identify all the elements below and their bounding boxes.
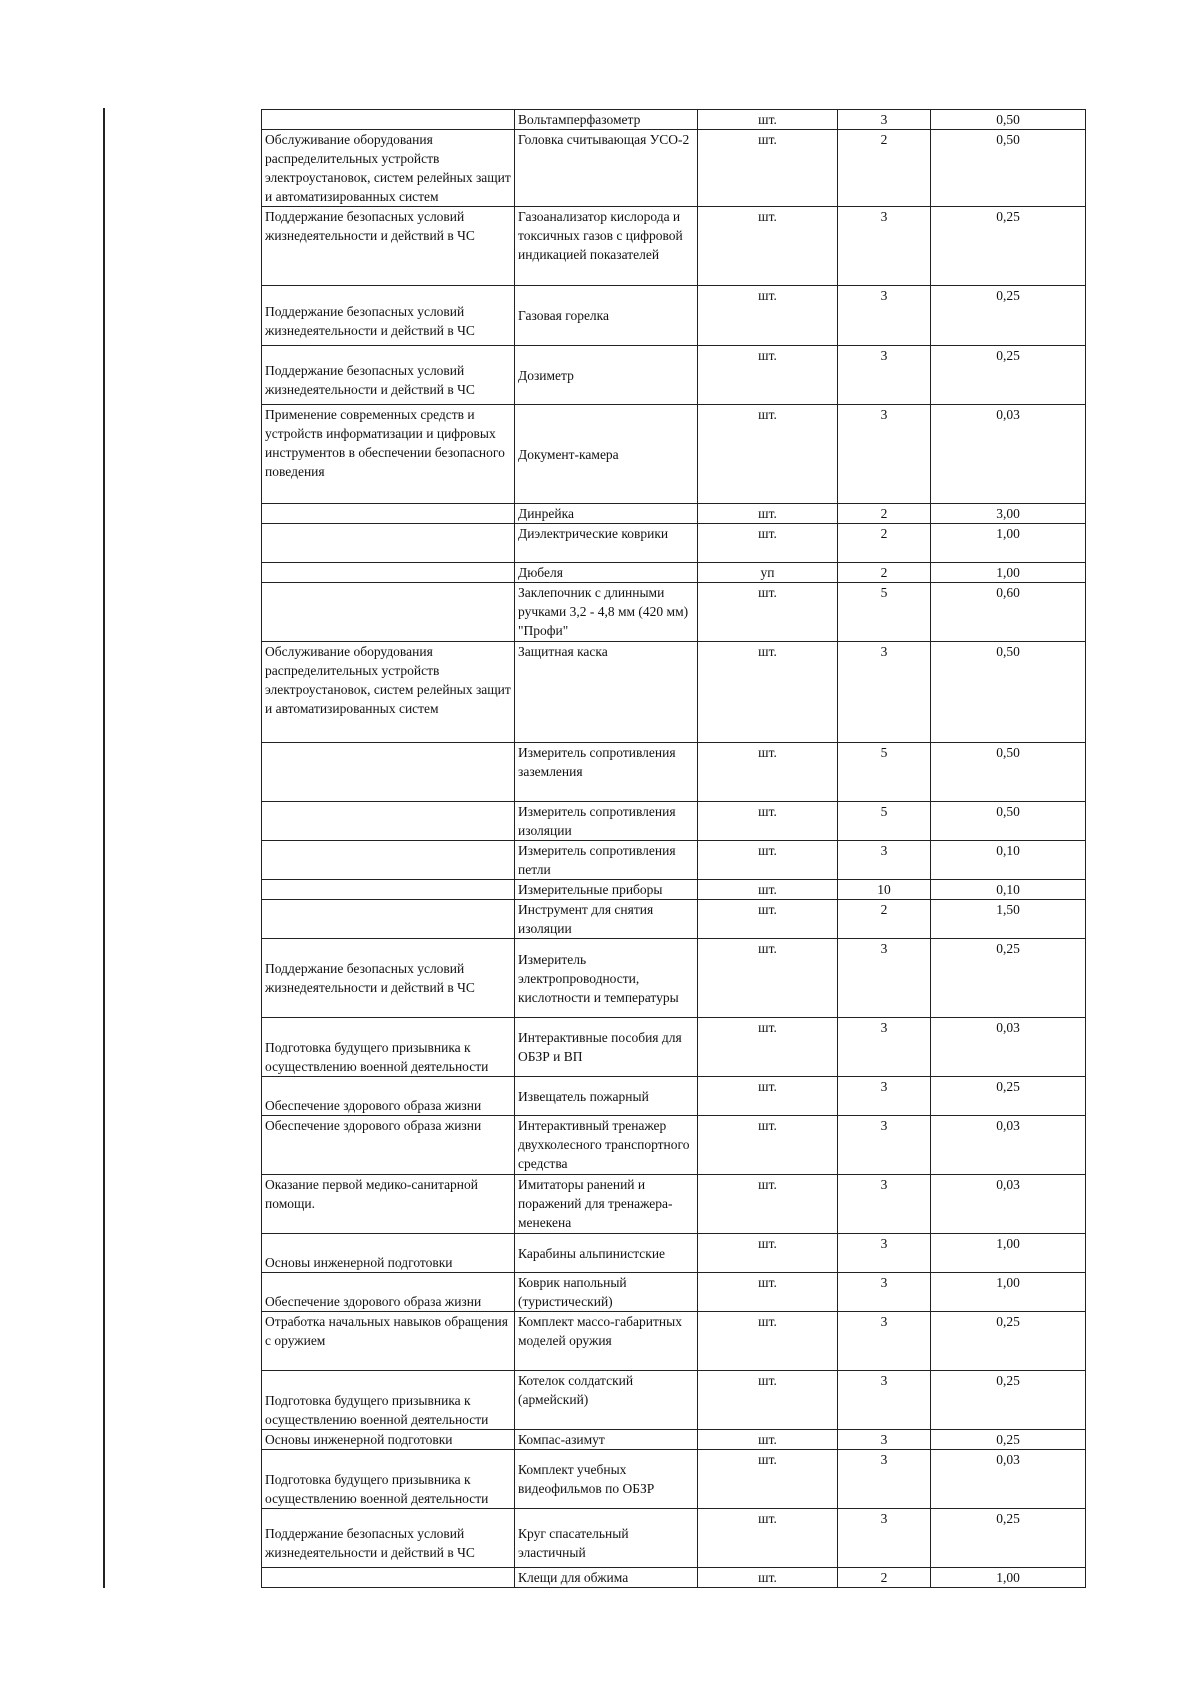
table-row [262, 1234, 1086, 1273]
coef-cell: 0,25 [931, 1077, 1086, 1116]
qty-cell: 3 [838, 110, 931, 130]
coef-cell: 1,00 [931, 1273, 1086, 1312]
qty-cell: 2 [838, 504, 931, 524]
table-row [262, 524, 1086, 563]
equipment-table [261, 109, 1086, 1588]
item-cell: Комплект учебных видеофильмов по ОБЗР [515, 1450, 698, 1509]
item-cell: Измеритель сопротивления заземления [515, 743, 698, 802]
item-cell: Имитаторы ранений и поражений для тренажера-менекена [515, 1175, 698, 1234]
section-cell: Поддержание безопасных условий жизнедеятельности и действий в ЧС [262, 207, 515, 286]
table-row [262, 1273, 1086, 1312]
section-cell: Применение современных средств и устройств информатизации и цифровых инструментов в обеспечении безопасного поведения [262, 405, 515, 504]
item-cell: Извещатель пожарный [515, 1077, 698, 1116]
unit-cell: шт. [698, 583, 838, 642]
unit-cell: шт. [698, 130, 838, 207]
item-cell: Котелок солдатский (армейский) [515, 1371, 698, 1430]
table-row [262, 743, 1086, 802]
unit-cell: шт. [698, 841, 838, 880]
qty-cell: 5 [838, 583, 931, 642]
unit-cell: шт. [698, 1430, 838, 1450]
qty-cell: 3 [838, 1371, 931, 1430]
table-row [262, 841, 1086, 880]
coef-cell: 0,50 [931, 110, 1086, 130]
unit-cell: шт. [698, 1312, 838, 1371]
coef-cell: 1,00 [931, 1234, 1086, 1273]
section-cell: Оказание первой медико-санитарной помощи. [262, 1175, 515, 1234]
table-row [262, 207, 1086, 286]
coef-cell: 1,00 [931, 1568, 1086, 1588]
item-cell: Газовая горелка [515, 286, 698, 346]
section-cell [262, 880, 515, 900]
unit-cell: шт. [698, 524, 838, 563]
qty-cell: 3 [838, 1312, 931, 1371]
section-cell [262, 504, 515, 524]
table-row [262, 1077, 1086, 1116]
coef-cell: 0,50 [931, 743, 1086, 802]
coef-cell: 0,25 [931, 1509, 1086, 1568]
qty-cell: 3 [838, 1234, 931, 1273]
qty-cell: 3 [838, 642, 931, 743]
item-cell: Комплект массо-габаритных моделей оружия [515, 1312, 698, 1371]
unit-cell: шт. [698, 1568, 838, 1588]
table-row [262, 1430, 1086, 1450]
table-row [262, 939, 1086, 1018]
unit-cell: шт. [698, 802, 838, 841]
item-cell: Компас-азимут [515, 1430, 698, 1450]
item-cell: Карабины альпинистские [515, 1234, 698, 1273]
qty-cell: 3 [838, 405, 931, 504]
section-cell [262, 802, 515, 841]
unit-cell: шт. [698, 1234, 838, 1273]
item-cell: Коврик напольный (туристический) [515, 1273, 698, 1312]
item-cell: Измеритель сопротивления изоляции [515, 802, 698, 841]
coef-cell: 0,50 [931, 802, 1086, 841]
qty-cell: 2 [838, 900, 931, 939]
qty-cell: 2 [838, 1568, 931, 1588]
table-row [262, 1568, 1086, 1588]
qty-cell: 3 [838, 1077, 931, 1116]
section-cell: Отработка начальных навыков обращения с оружием [262, 1312, 515, 1371]
section-cell: Подготовка будущего призывника к осуществлению военной деятельности [262, 1450, 515, 1509]
table-row [262, 1018, 1086, 1077]
coef-cell: 0,25 [931, 286, 1086, 346]
section-cell: Подготовка будущего призывника к осуществлению военной деятельности [262, 1371, 515, 1430]
table-row [262, 1450, 1086, 1509]
item-cell: Вольтамперфазометр [515, 110, 698, 130]
table-row [262, 1116, 1086, 1175]
table-row [262, 802, 1086, 841]
coef-cell: 0,25 [931, 207, 1086, 286]
coef-cell: 0,50 [931, 130, 1086, 207]
unit-cell: шт. [698, 504, 838, 524]
table-row [262, 504, 1086, 524]
item-cell: Заклепочник с длинными ручками 3,2 - 4,8 мм (420 мм) "Профи" [515, 583, 698, 642]
section-cell [262, 1568, 515, 1588]
qty-cell: 2 [838, 130, 931, 207]
qty-cell: 3 [838, 1116, 931, 1175]
qty-cell: 3 [838, 346, 931, 405]
table-row [262, 405, 1086, 504]
section-cell: Поддержание безопасных условий жизнедеятельности и действий в ЧС [262, 939, 515, 1018]
section-cell: Подготовка будущего призывника к осуществлению военной деятельности [262, 1018, 515, 1077]
table-row [262, 1175, 1086, 1234]
qty-cell: 2 [838, 563, 931, 583]
unit-cell: шт. [698, 900, 838, 939]
table-row [262, 110, 1086, 130]
unit-cell: шт. [698, 1018, 838, 1077]
unit-cell: шт. [698, 207, 838, 286]
unit-cell: шт. [698, 1509, 838, 1568]
table-row [262, 900, 1086, 939]
coef-cell: 0,60 [931, 583, 1086, 642]
section-cell [262, 563, 515, 583]
section-cell [262, 841, 515, 880]
coef-cell: 0,25 [931, 1371, 1086, 1430]
coef-cell: 0,25 [931, 939, 1086, 1018]
table-row [262, 563, 1086, 583]
qty-cell: 3 [838, 1450, 931, 1509]
table-row [262, 642, 1086, 743]
coef-cell: 0,10 [931, 880, 1086, 900]
unit-cell: шт. [698, 1077, 838, 1116]
qty-cell: 2 [838, 524, 931, 563]
qty-cell: 10 [838, 880, 931, 900]
section-cell [262, 743, 515, 802]
unit-cell: шт. [698, 880, 838, 900]
item-cell: Измеритель электропроводности, кислотности и температуры [515, 939, 698, 1018]
qty-cell: 3 [838, 1509, 931, 1568]
section-cell: Поддержание безопасных условий жизнедеятельности и действий в ЧС [262, 346, 515, 405]
item-cell: Интерактивный тренажер двухколесного транспортного средства [515, 1116, 698, 1175]
table-row [262, 1509, 1086, 1568]
table-row [262, 346, 1086, 405]
item-cell: Измеритель сопротивления петли [515, 841, 698, 880]
item-cell: Круг спасательный эластичный [515, 1509, 698, 1568]
coef-cell: 0,03 [931, 1116, 1086, 1175]
qty-cell: 3 [838, 1273, 931, 1312]
unit-cell: шт. [698, 1175, 838, 1234]
qty-cell: 3 [838, 1018, 931, 1077]
coef-cell: 0,50 [931, 642, 1086, 743]
coef-cell: 0,03 [931, 405, 1086, 504]
table-row [262, 286, 1086, 346]
unit-cell: шт. [698, 743, 838, 802]
unit-cell: шт. [698, 110, 838, 130]
section-cell [262, 110, 515, 130]
coef-cell: 0,25 [931, 1430, 1086, 1450]
coef-cell: 0,03 [931, 1018, 1086, 1077]
table-row [262, 130, 1086, 207]
item-cell: Диэлектрические коврики [515, 524, 698, 563]
item-cell: Головка считывающая УСО-2 [515, 130, 698, 207]
item-cell: Интерактивные пособия для ОБЗР и ВП [515, 1018, 698, 1077]
item-cell: Документ-камера [515, 405, 698, 504]
section-cell: Основы инженерной подготовки [262, 1234, 515, 1273]
qty-cell: 5 [838, 743, 931, 802]
coef-cell: 3,00 [931, 504, 1086, 524]
table-row [262, 1371, 1086, 1430]
section-cell: Обеспечение здорового образа жизни [262, 1273, 515, 1312]
coef-cell: 0,03 [931, 1175, 1086, 1234]
unit-cell: шт. [698, 286, 838, 346]
section-cell [262, 900, 515, 939]
unit-cell: шт. [698, 642, 838, 743]
coef-cell: 1,50 [931, 900, 1086, 939]
qty-cell: 3 [838, 286, 931, 346]
qty-cell: 3 [838, 939, 931, 1018]
unit-cell: шт. [698, 939, 838, 1018]
item-cell: Защитная каска [515, 642, 698, 743]
table-row [262, 880, 1086, 900]
unit-cell: шт. [698, 1116, 838, 1175]
coef-cell: 0,10 [931, 841, 1086, 880]
coef-cell: 1,00 [931, 524, 1086, 563]
section-cell: Обеспечение здорового образа жизни [262, 1116, 515, 1175]
item-cell: Клещи для обжима [515, 1568, 698, 1588]
unit-cell: шт. [698, 1450, 838, 1509]
section-cell: Поддержание безопасных условий жизнедеятельности и действий в ЧС [262, 286, 515, 346]
section-cell: Поддержание безопасных условий жизнедеятельности и действий в ЧС [262, 1509, 515, 1568]
qty-cell: 3 [838, 841, 931, 880]
section-cell [262, 524, 515, 563]
table-row [262, 583, 1086, 642]
unit-cell: шт. [698, 1371, 838, 1430]
item-cell: Газоанализатор кислорода и токсичных газов с цифровой индикацией показателей [515, 207, 698, 286]
qty-cell: 3 [838, 1175, 931, 1234]
item-cell: Динрейка [515, 504, 698, 524]
qty-cell: 3 [838, 1430, 931, 1450]
section-cell: Обслуживание оборудования распределительных устройств электроустановок, систем релейных защит и автоматизированных систем [262, 130, 515, 207]
unit-cell: шт. [698, 346, 838, 405]
item-cell: Инструмент для снятия изоляции [515, 900, 698, 939]
unit-cell: уп [698, 563, 838, 583]
table-row [262, 1312, 1086, 1371]
unit-cell: шт. [698, 405, 838, 504]
item-cell: Дозиметр [515, 346, 698, 405]
item-cell: Дюбеля [515, 563, 698, 583]
qty-cell: 5 [838, 802, 931, 841]
coef-cell: 0,25 [931, 346, 1086, 405]
section-cell: Обеспечение здорового образа жизни [262, 1077, 515, 1116]
section-cell: Обслуживание оборудования распределительных устройств электроустановок, систем релейных защит и автоматизированных систем [262, 642, 515, 743]
coef-cell: 0,25 [931, 1312, 1086, 1371]
unit-cell: шт. [698, 1273, 838, 1312]
section-cell: Основы инженерной подготовки [262, 1430, 515, 1450]
qty-cell: 3 [838, 207, 931, 286]
left-margin-line [103, 108, 105, 1588]
item-cell: Измерительные приборы [515, 880, 698, 900]
section-cell [262, 583, 515, 642]
coef-cell: 0,03 [931, 1450, 1086, 1509]
coef-cell: 1,00 [931, 563, 1086, 583]
